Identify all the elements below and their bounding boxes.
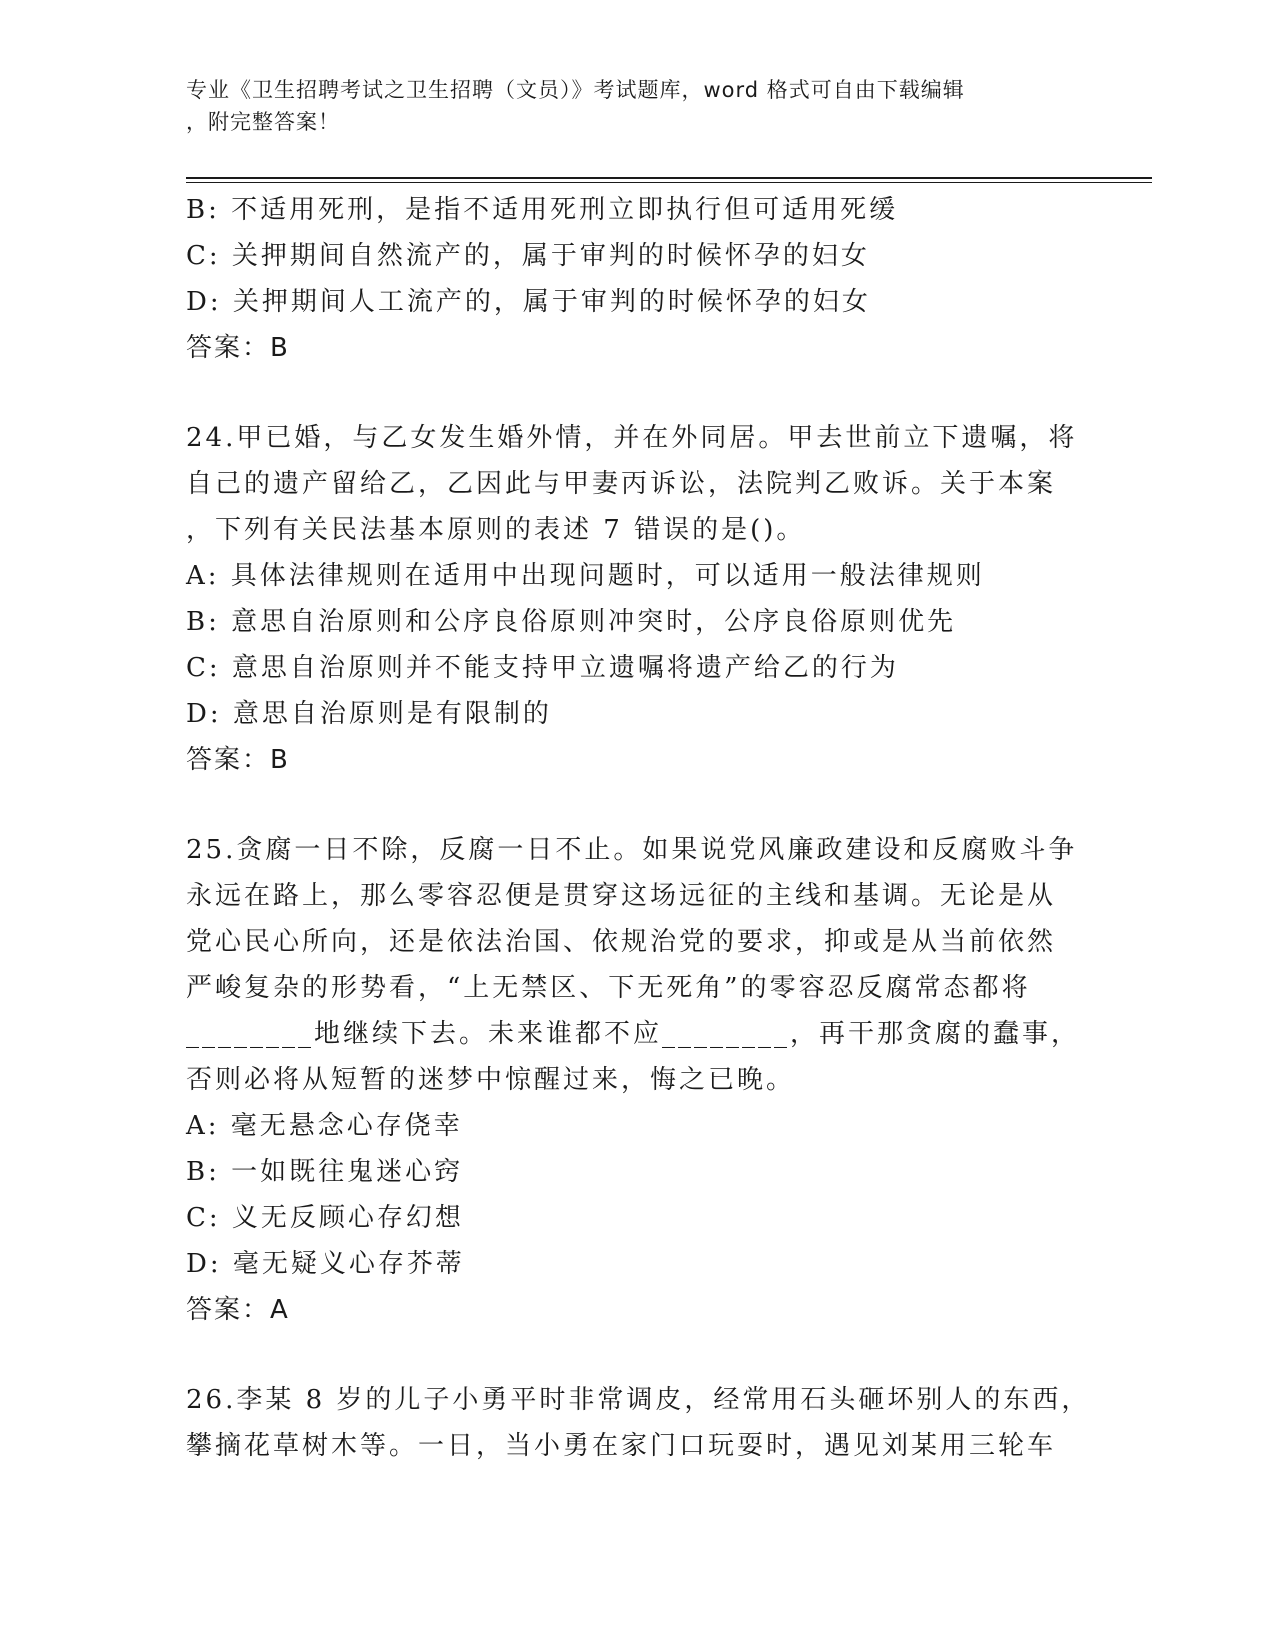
q24-option-d: D: 意思自治原则是有限制的 — [186, 699, 552, 729]
q23-answer: 答案：B — [186, 333, 290, 363]
q25-stem-line: 否则必将从短暂的迷梦中惊醒过来，悔之已晚。 — [186, 1065, 796, 1095]
spacer — [186, 783, 1086, 827]
q24-option-c: C: 意思自治原则并不能支持甲立遗嘱将遗产给乙的行为 — [186, 653, 899, 683]
spacer — [186, 1333, 1086, 1377]
q26-stem-line: 攀摘花草树木等。一日，当小勇在家门口玩耍时，遇见刘某用三轮车 — [186, 1431, 1057, 1461]
q25-stem-line: 严峻复杂的形势看，“上无禁区、下无死角”的零容忍反腐常态都将 — [186, 973, 1031, 1003]
q25-stem-line: ________地继续下去。未来谁都不应________，再干那贪腐的蠢事， — [186, 1019, 1081, 1049]
header-divider-thin — [186, 182, 1152, 183]
q25-option-c: C: 义无反顾心存幻想 — [186, 1203, 464, 1233]
q23-option-d: D: 关押期间人工流产的，属于审判的时候怀孕的妇女 — [186, 287, 871, 317]
q24-answer: 答案：B — [186, 745, 290, 775]
q24-option-b: B: 意思自治原则和公序良俗原则冲突时，公序良俗原则优先 — [186, 607, 957, 637]
header-title-line-2: ，附完整答案！ — [186, 110, 340, 134]
q25-stem-line: 25.贪腐一日不除，反腐一日不止。如果说党风廉政建设和反腐败斗争 — [186, 835, 1078, 865]
question-26 — [186, 1377, 1091, 1469]
header-title-line-1: 专业《卫生招聘考试之卫生招聘（文员）》考试题库，word 格式可自由下载编辑 — [186, 78, 965, 102]
q25-option-b: B: 一如既往鬼迷心窍 — [186, 1157, 464, 1187]
question-23 — [186, 187, 1086, 371]
q25-answer: 答案：A — [186, 1295, 290, 1325]
q26-stem-line: 26.李某 8 岁的儿子小勇平时非常调皮，经常用石头砸坏别人的东西， — [186, 1385, 1091, 1415]
question-24 — [186, 415, 1086, 783]
q24-stem-line: ，下列有关民法基本原则的表述 7 错误的是()。 — [186, 515, 806, 545]
q23-option-c: C: 关押期间自然流产的，属于审判的时候怀孕的妇女 — [186, 241, 870, 271]
q25-option-a: A: 毫无悬念心存侥幸 — [186, 1111, 463, 1141]
page-header — [186, 74, 1076, 138]
q24-stem-line: 24.甲已婚，与乙女发生婚外情，并在外同居。甲去世前立下遗嘱，将 — [186, 423, 1078, 453]
q25-stem-line: 永远在路上，那么零容忍便是贯穿这场远征的主线和基调。无论是从 — [186, 881, 1057, 911]
q24-option-a: A: 具体法律规则在适用中出现问题时，可以适用一般法律规则 — [186, 561, 985, 591]
q25-stem-line: 党心民心所向，还是依法治国、依规治党的要求，抑或是从当前依然 — [186, 927, 1057, 957]
question-25 — [186, 827, 1086, 1333]
spacer — [186, 371, 1086, 415]
header-divider-thick — [186, 177, 1152, 179]
question-content — [186, 187, 1091, 1469]
q23-option-b: B: 不适用死刑，是指不适用死刑立即执行但可适用死缓 — [186, 195, 899, 225]
q25-option-d: D: 毫无疑义心存芥蒂 — [186, 1249, 465, 1279]
q24-stem-line: 自己的遗产留给乙，乙因此与甲妻丙诉讼，法院判乙败诉。关于本案 — [186, 469, 1057, 499]
